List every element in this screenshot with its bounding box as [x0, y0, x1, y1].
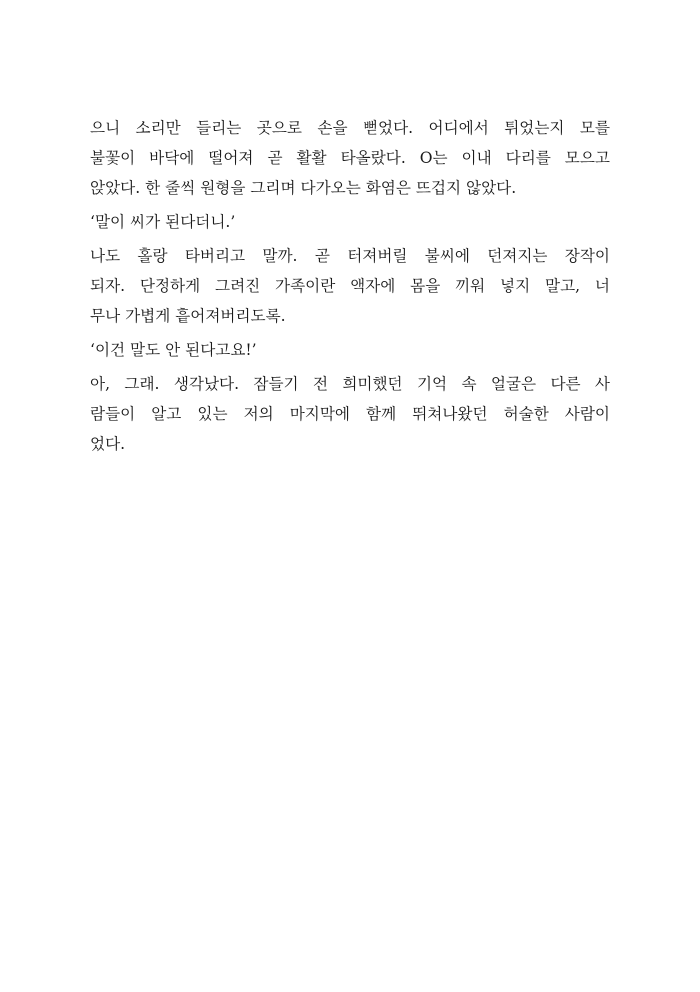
text-line: 나도 홀랑 타버리고 말까. 곧 터져버릴 불씨에 던져지는 장작이 [90, 247, 610, 265]
paragraph-1 [90, 113, 610, 203]
body-text [90, 113, 610, 459]
text-line: 었다. [90, 435, 126, 453]
text-line: 불꽃이 바닥에 떨어져 곧 활활 타올랐다. O는 이내 다리를 모으고 [90, 149, 610, 167]
text-line: ‘말이 씨가 된다더니.’ [90, 213, 236, 231]
paragraph-2 [90, 207, 610, 237]
text-line: 아, 그래. 생각났다. 잠들기 전 희미했던 기억 속 얼굴은 다른 사 [90, 375, 610, 393]
text-line: 무나 가볍게 흩어져버리도록. [90, 307, 286, 325]
text-line: 으니 소리만 들리는 곳으로 손을 뻗었다. 어디에서 튀었는지 모를 [90, 119, 610, 137]
text-line: 되자. 단정하게 그려진 가족이란 액자에 몸을 끼워 넣지 말고, 너 [90, 277, 610, 295]
text-line: ‘이건 말도 안 된다고요!’ [90, 341, 257, 359]
text-line: 람들이 알고 있는 저의 마지막에 함께 뛰쳐나왔던 허술한 사람이 [90, 405, 610, 423]
paragraph-3 [90, 241, 610, 331]
paragraph-4 [90, 335, 610, 365]
paragraph-5 [90, 369, 610, 459]
text-line: 앉았다. 한 줄씩 원형을 그리며 다가오는 화염은 뜨겁지 않았다. [90, 179, 517, 197]
